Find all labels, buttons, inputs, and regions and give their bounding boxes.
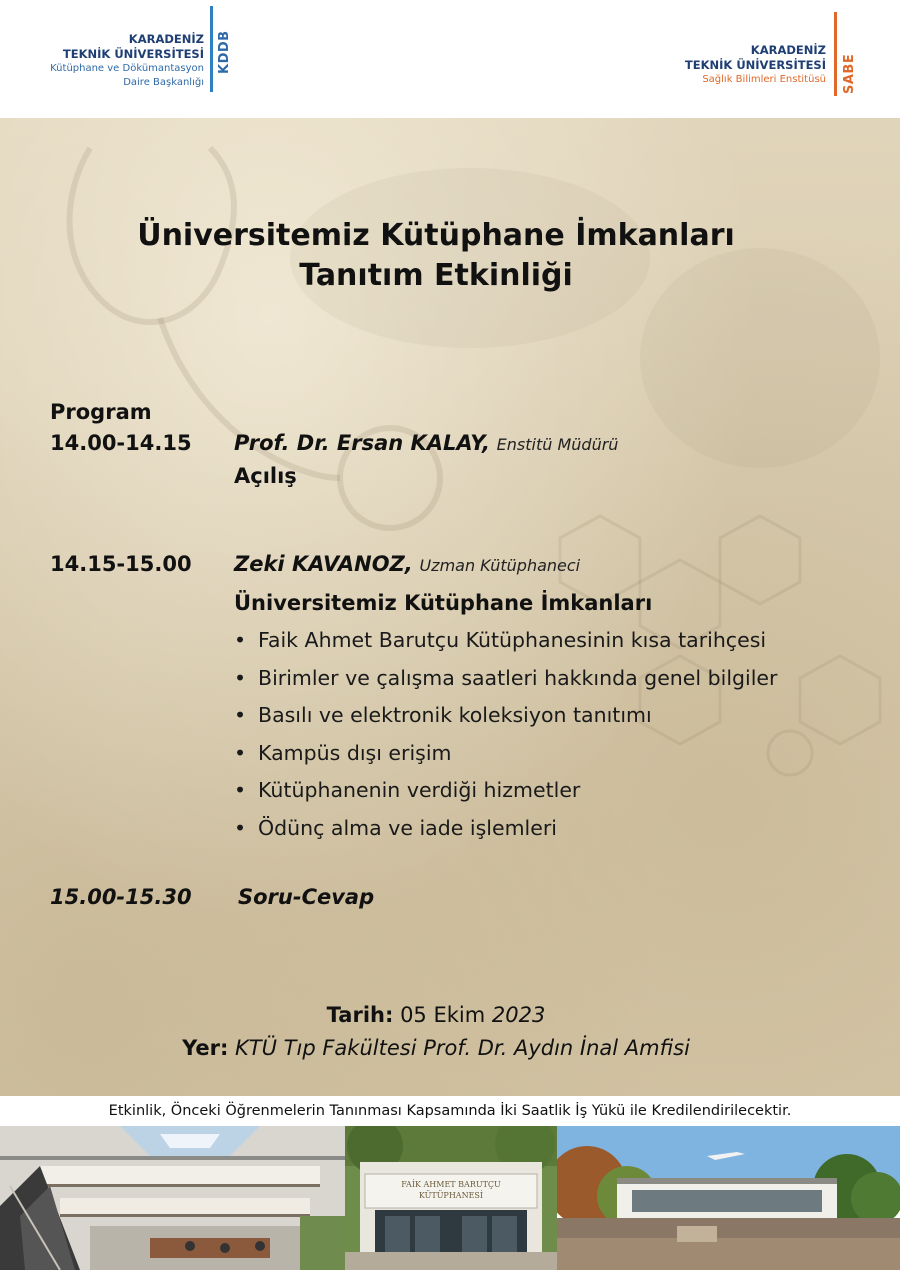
sabe-logo — [612, 10, 890, 110]
kddb-logo-line4: Daire Başkanlığı — [123, 77, 204, 88]
program-label: Program — [50, 400, 152, 424]
session1-speaker-line — [234, 431, 618, 455]
session1-speaker: Prof. Dr. Ersan KALAY, — [234, 431, 490, 455]
library-sign-line1: FAİK AHMET BARUTÇU — [401, 1180, 501, 1189]
event-place — [0, 1036, 872, 1060]
sabe-logo-line2: TEKNİK ÜNİVERSİTESİ — [684, 58, 826, 72]
kddb-logo-abbr: KDDB — [217, 30, 232, 74]
sabe-logo-divider — [834, 12, 837, 96]
session2-bullet-list — [234, 622, 777, 847]
bullet-dot-icon: • — [234, 628, 247, 652]
date-year: 2023 — [491, 1003, 546, 1027]
date-day: 05 Ekim — [400, 1003, 486, 1027]
photo-strip — [0, 1126, 900, 1270]
title-line2: Tanıtım Etkinliği — [299, 258, 573, 293]
session3-topic: Soru-Cevap — [238, 885, 375, 909]
library-entrance-photo — [345, 1126, 557, 1270]
kddb-logo-line1: KARADENİZ — [128, 32, 204, 46]
library-sign-line2: KÜTÜPHANESİ — [418, 1191, 484, 1200]
sabe-logo-text — [685, 43, 826, 87]
bullet-item — [234, 660, 777, 698]
bullet-text: Basılı ve elektronik koleksiyon tanıtımı — [258, 703, 652, 727]
session3-time: 15.00-15.30 — [50, 885, 192, 909]
bullet-dot-icon: • — [234, 703, 247, 727]
bullet-text: Kampüs dışı erişim — [258, 740, 452, 765]
bullet-dot-icon: • — [234, 740, 247, 765]
session1-topic: Açılış — [234, 464, 297, 488]
kddb-logo-divider — [210, 6, 213, 92]
title-line1: Üniversitemiz Kütüphane İmkanları — [137, 218, 735, 253]
library-interior-photo — [0, 1126, 345, 1270]
bullet-text: Kütüphanenin verdiği hizmetler — [258, 778, 581, 802]
session2-topic: Üniversitemiz Kütüphane İmkanları — [234, 591, 653, 615]
sabe-logo-line3: Sağlık Bilimleri Enstitüsü — [702, 74, 826, 85]
header — [0, 0, 900, 118]
date-label: Tarih: — [326, 1003, 394, 1027]
session2-speaker-line — [234, 552, 580, 576]
bullet-item — [234, 772, 777, 810]
bullet-item — [234, 735, 777, 773]
sabe-logo-line1: KARADENİZ — [750, 43, 826, 57]
place-label: Yer: — [182, 1036, 229, 1060]
kddb-logo-line2: TEKNİK ÜNİVERSİTESİ — [62, 47, 204, 61]
bullet-dot-icon: • — [234, 665, 247, 690]
place-text: KTÜ Tıp Fakültesi Prof. Dr. Aydın İnal Amfisi — [235, 1036, 690, 1060]
bullet-text: Ödünç alma ve iade işlemleri — [258, 815, 557, 840]
session2-time: 14.15-15.00 — [50, 552, 192, 576]
hexagon-5 — [800, 656, 880, 744]
session2-role: Uzman Kütüphaneci — [419, 556, 581, 575]
session1-time: 14.00-14.15 — [50, 431, 192, 455]
credit-note: Etkinlik, Önceki Öğrenmelerin Tanınması Kapsamında İki Saatlik İş Yükü ile Kredilendirilecektir. — [0, 1096, 900, 1126]
kddb-logo — [12, 6, 262, 112]
bullet-item — [234, 622, 777, 660]
session1-role: Enstitü Müdürü — [496, 435, 619, 454]
bullet-item — [234, 697, 777, 735]
bullet-item — [234, 810, 777, 848]
bullet-text: Faik Ahmet Barutçu Kütüphanesinin kısa tarihçesi — [258, 628, 767, 652]
session2-speaker: Zeki KAVANOZ, — [234, 552, 413, 576]
library-exterior-photo — [557, 1126, 900, 1270]
kddb-logo-text — [50, 32, 204, 90]
parchment-background — [0, 118, 900, 1096]
event-date — [0, 1003, 872, 1027]
event-title — [0, 216, 872, 296]
kddb-logo-line3: Kütüphane ve Dökümantasyon — [50, 63, 204, 74]
hexagon-3 — [720, 516, 800, 604]
bullet-dot-icon: • — [234, 778, 247, 802]
sabe-logo-abbr: SABE — [842, 53, 857, 94]
bullet-text: Birimler ve çalışma saatleri hakkında genel bilgiler — [258, 665, 778, 690]
bullet-dot-icon: • — [234, 815, 247, 840]
